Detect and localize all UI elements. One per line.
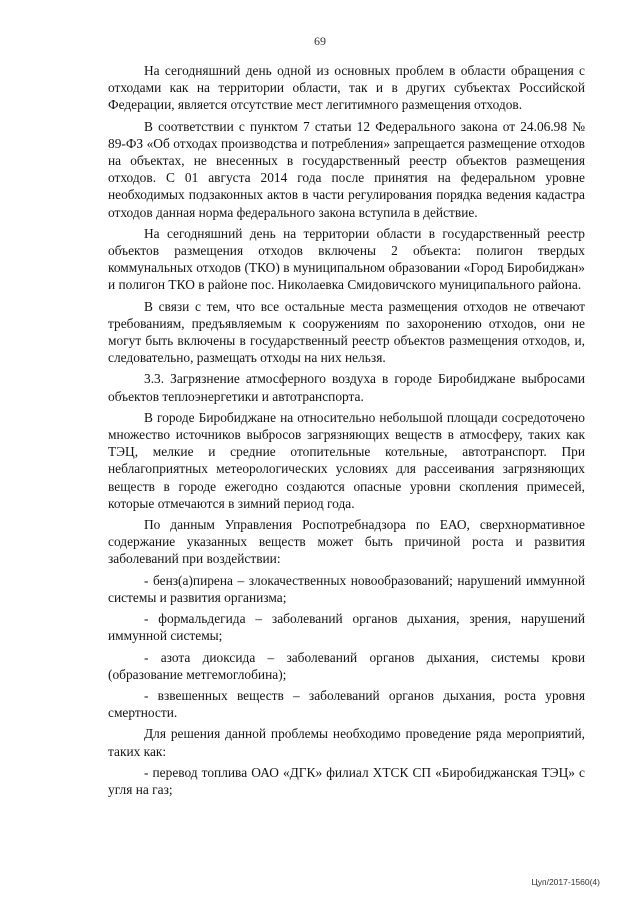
document-footer-code: Цуп/2017-1560(4) [531,877,600,887]
paragraph-birobidzhan-emissions: В городе Биробиджане на относительно небольшой площади сосредоточено множество источников выбросов загрязняющих веществ в атмосферу, таких как ТЭЦ, мелкие и средние отопительные котельные, автотранспорт. При неблагоприятных метеорологических условиях для рассеивания загрязняющих веществ в городе ежегодно создаются опасные уровни скопления примесей, которые отмечаются в зимний период года. [108,409,585,511]
document-body [108,62,585,802]
paragraph-waste-problem: На сегодняшний день одной из основных проблем в области обращения с отходами как на территории области, так и в других субъектах Российской Федерации, является отсутствие мест легитимного размещения отходов. [108,63,585,113]
list-item-suspended-matter: - взвешенных веществ – заболеваний органов дыхания, роста уровня смертности. [108,687,585,721]
section-heading-3-3: 3.3. Загрязнение атмосферного воздуха в городе Биробиджане выбросами объектов теплоэнергетики и автотранспорта. [108,371,585,404]
list-item-fuel-conversion: - перевод топлива ОАО «ДГК» филиал ХТСК СП «Биробиджанская ТЭЦ» с угля на газ; [108,764,585,797]
list-item-benzapyrene: - бенз(а)пирена – злокачественных новообразований; нарушений иммунной системы и развития организма; [108,572,585,605]
list-item-formaldehyde: - формальдегида – заболеваний органов дыхания, зрения, нарушений иммунной системы; [108,611,585,644]
paragraph-other-sites: В связи с тем, что все остальные места размещения отходов не отвечают требованиям, предъявляемым к сооружениям по захоронению отходов, они не могут быть включены в государственный реестр объектов размещения отходов, и, следовательно, размещать отходы на них нельзя. [108,298,585,366]
page-number: 69 [314,34,326,48]
paragraph-registry-objects: На сегодняшний день на территории области в государственный реестр объектов размещения отходов включены 2 объекта: полигон твердых коммунальных отходов (ТКО) в муниципальном образовании «Город Биробиджан» и полигон ТКО в районе пос. Николаевка Смидовичского муниципального района. [108,225,585,293]
paragraph-federal-law: В соответствии с пунктом 7 статьи 12 Федерального закона от 24.06.98 № 89-ФЗ «Об отходах производства и потребления» запрещается размещение отходов на объектах, не внесенных в государственный реестр объектов размещения отходов. С 01 августа 2014 года после принятия на федеральном уровне необходимых подзаконных актов в части регулирования порядка ведения кадастра отходов данная норма федерального закона вступила в действие. [108,118,585,220]
paragraph-measures-intro: Для решения данной проблемы необходимо проведение ряда мероприятий, таких как: [108,726,585,759]
list-item-nitrogen-dioxide: - азота диоксида – заболеваний органов дыхания, системы крови (образование метгемоглобина); [108,649,585,682]
paragraph-rospotrebnadzor: По данным Управления Роспотребнадзора по ЕАО, сверхнормативное содержание указанных веществ может быть причиной роста и развития заболеваний при воздействии: [108,517,585,567]
